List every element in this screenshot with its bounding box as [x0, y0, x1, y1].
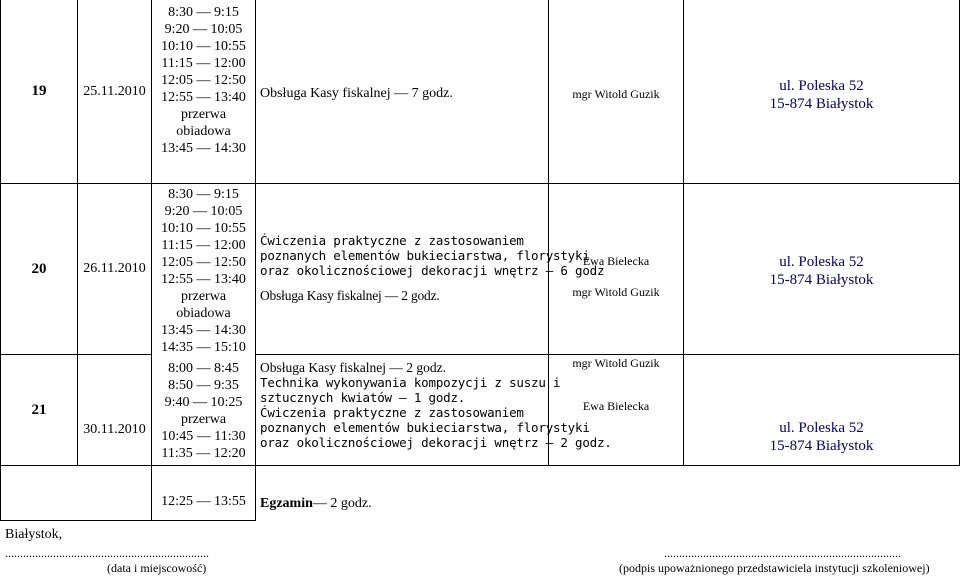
- table-border: [0, 520, 256, 521]
- time-slot: 8:50 — 9:35: [168, 378, 239, 393]
- time-slot: 10:10 — 10:55: [161, 221, 246, 236]
- address: ul. Poleska 52 15-874 Białystok: [769, 254, 874, 288]
- row-number: 21: [31, 401, 47, 418]
- subject-line: Obsługa Kasy fiskalnej — 2 godz.: [260, 288, 440, 303]
- subject: [260, 233, 605, 313]
- time-slot: obiadowa: [176, 124, 231, 139]
- time-slot: 13:45 — 14:30: [161, 141, 246, 156]
- address: ul. Poleska 52 15-874 Białystok: [769, 420, 874, 454]
- time-slot: 12:55 — 13:40: [161, 272, 246, 287]
- time-slot: 9:20 — 10:05: [164, 22, 243, 37]
- subject-line: Obsługa Kasy fiskalnej — 2 godz.: [260, 360, 446, 375]
- footer-city: Białystok,: [5, 527, 63, 542]
- time-slot: 8:30 — 9:15: [168, 5, 239, 20]
- time-slot: 10:45 — 11:30: [161, 429, 246, 444]
- teacher: Ewa Bielecka mgr Witold Guzik: [572, 254, 660, 299]
- address: ul. Poleska 52 15-874 Białystok: [769, 78, 874, 112]
- teacher: mgr Witold Guzik: [572, 86, 660, 101]
- subject-line: oraz okolicznościowej dekoracji wnętrz — 2 godz.: [260, 435, 612, 450]
- exam-hours: — 2 godz.: [312, 496, 372, 511]
- subject-line: poznanych elementów bukieciarstwa, florystyki: [260, 420, 590, 435]
- time-slot: 13:45 — 14:30: [161, 323, 246, 338]
- signature-caption: (podpis upoważnionego przedstawiciela instytucji szkoleniowej): [619, 561, 930, 575]
- time-slot: 12:05 — 12:50: [161, 73, 246, 88]
- subject-line: Technika wykonywania kompozycji z suszu i: [260, 375, 561, 390]
- subject: [260, 360, 612, 460]
- exam-label: Egzamin: [260, 496, 313, 511]
- time-slots: [152, 3, 255, 158]
- subject: Obsługa Kasy fiskalnej — 7 godz.: [260, 86, 453, 101]
- teacher: mgr Witold Guzik Ewa Bielecka: [572, 356, 660, 413]
- row-number: 19: [31, 83, 47, 99]
- time-slot: 9:20 — 10:05: [164, 204, 243, 219]
- time-slot: 11:15 — 12:00: [161, 56, 246, 71]
- time-slot: 12:05 — 12:50: [161, 255, 246, 270]
- subject-line: Ćwiczenia praktyczne z zastosowaniem: [260, 405, 524, 420]
- time-slot: 14:35 — 15:10: [161, 340, 246, 355]
- row-date: 30.11.2010: [83, 422, 146, 437]
- time-slot: 10:10 — 10:55: [161, 39, 246, 54]
- signature-dots: ...............................................................................: [664, 546, 901, 560]
- subject-line: sztucznych kwiatów — 1 godz.: [260, 390, 466, 405]
- time-slot: 8:00 — 8:45: [168, 361, 239, 376]
- subject-line: poznanych elementów bukieciarstwa, florystyki: [260, 248, 590, 263]
- row-date: 25.11.2010: [83, 83, 146, 99]
- time-slot: 8:30 — 9:15: [168, 187, 239, 202]
- time-slot: 11:35 — 12:20: [161, 446, 246, 461]
- subject-line: oraz okolicznościowej dekoracji wnętrz — 6 godz: [260, 263, 605, 278]
- row-date: 26.11.2010: [83, 261, 146, 276]
- time-slots: [152, 186, 255, 356]
- subject-line: Ćwiczenia praktyczne z zastosowaniem: [260, 233, 524, 248]
- time-slot: obiadowa: [176, 306, 231, 321]
- date-place-caption: (data i miejscowość): [107, 561, 207, 575]
- time-slot: 9:40 — 10:25: [164, 395, 243, 410]
- row-number: 20: [31, 260, 47, 277]
- table-border: [255, 354, 959, 355]
- time-slot: 11:15 — 12:00: [161, 238, 246, 253]
- time-slot: 12:55 — 13:40: [161, 90, 246, 105]
- exam-time: 12:25 — 13:55: [161, 493, 246, 509]
- table-border: [255, 0, 256, 521]
- time-slot: przerwa: [180, 107, 227, 122]
- date-place-dots: ....................................................................: [5, 546, 209, 560]
- exam-subject: [260, 492, 460, 516]
- table-border: [683, 0, 684, 466]
- time-slot: przerwa: [180, 289, 227, 304]
- time-slot: przerwa: [180, 412, 227, 427]
- time-slots: [152, 356, 255, 466]
